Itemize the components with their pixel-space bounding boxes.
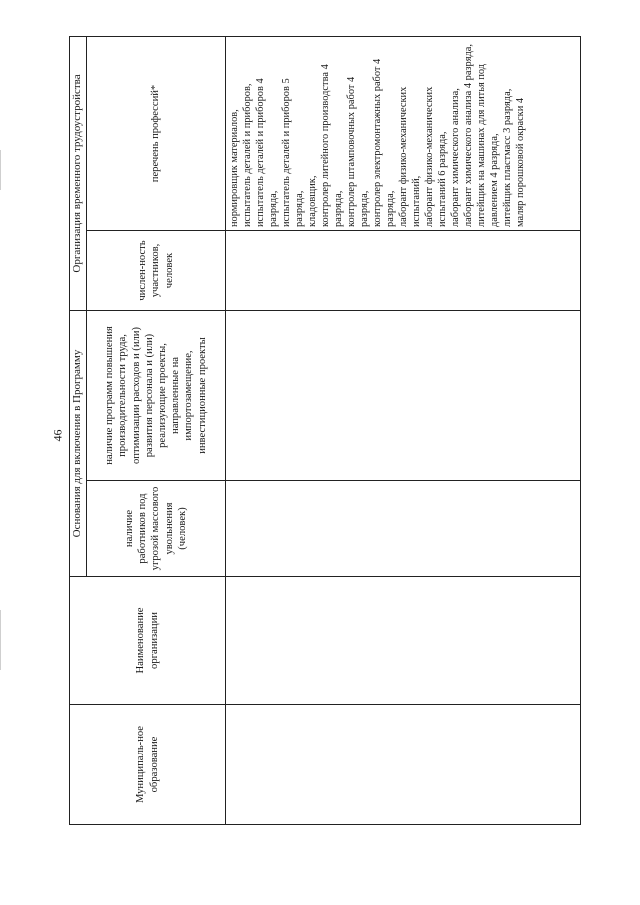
profession-item: маляр порошковой окраски 4	[515, 97, 526, 227]
profession-item: литейщик пластмасс 3 разряда,	[502, 88, 513, 227]
profession-item: испытатель деталей и приборов,	[242, 83, 253, 227]
profession-item: лаборант физико-механических испытаний,	[398, 86, 422, 227]
scan-mark	[0, 610, 1, 670]
profession-item: литейщик на машинах для литья под давлением 4 разряда,	[476, 63, 500, 227]
profession-item: испытатель деталей и приборов 5 разряда,	[281, 78, 305, 227]
cell-programs	[226, 311, 581, 481]
header-temp-employment-group: Организация временного трудоустройства	[70, 37, 87, 311]
header-basis-group: Основания для включения в Программу	[70, 311, 87, 577]
profession-item: испытатель деталей и приборов 4 разряда,	[255, 78, 279, 227]
profession-item: контролер литейного производства 4 разряда,	[320, 64, 344, 227]
profession-item: контролер штамповочных работ 4 разряда,	[346, 76, 370, 227]
profession-item: лаборант химического анализа 4 разряда,	[463, 43, 474, 227]
program-table-rotated	[69, 37, 579, 825]
header-municipality: Муниципаль-ное образование	[70, 705, 226, 825]
page-number: 46	[50, 429, 65, 442]
cell-participants	[226, 231, 581, 311]
profession-item: лаборант физико-механических испытаний 6 разряда,	[424, 86, 448, 227]
header-participants: числен-ность участников, человек	[87, 231, 226, 311]
cell-organization	[226, 577, 581, 705]
cell-municipality	[226, 705, 581, 825]
profession-item: нормировщик материалов,	[229, 109, 240, 227]
program-table	[69, 36, 581, 825]
profession-item: кладовщик,	[307, 175, 318, 227]
profession-item: контролер электромонтажных работ 4 разряда,	[372, 58, 396, 227]
header-at-risk-workers: наличие работников под угрозой массового увольнения (человек)	[87, 481, 226, 577]
header-organization: Наименование организации	[70, 577, 226, 705]
header-programs: наличие программ повышения производительности труда, оптимизации расходов и (или) развития персонала и (или) реализующие проекты, направленные на импортозамещение, инвестиционные проекты	[87, 311, 226, 481]
cell-professions	[226, 37, 581, 231]
scan-mark	[0, 150, 1, 190]
cell-at-risk-workers	[226, 481, 581, 577]
header-professions: перечень профессий*	[87, 37, 226, 231]
profession-item: лаборант химического анализа,	[450, 88, 461, 227]
profession-list	[228, 40, 527, 227]
